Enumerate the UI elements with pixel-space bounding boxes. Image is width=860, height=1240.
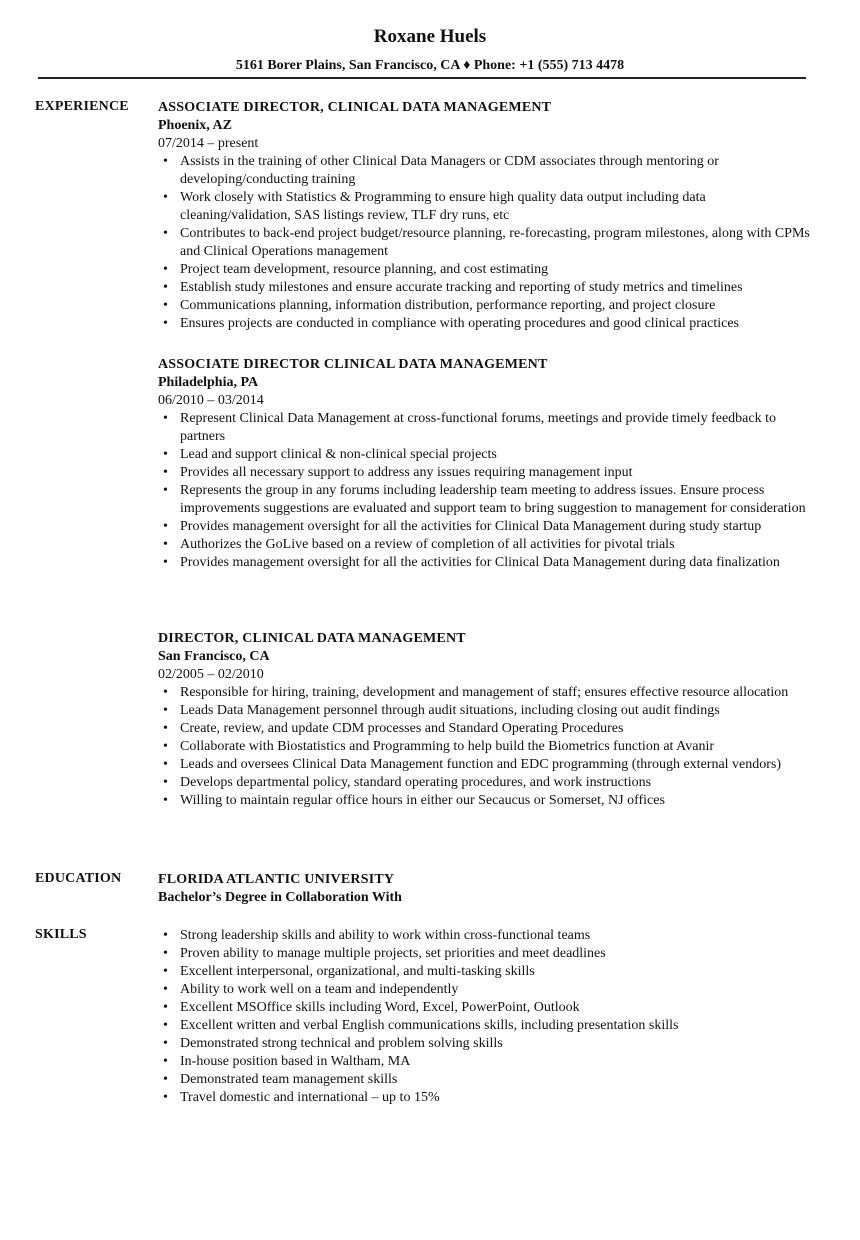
list-item: • Ensures projects are conducted in compliance with operating procedures and good clinical practices (158, 315, 818, 333)
education-entry (158, 871, 818, 907)
skills-list (158, 927, 818, 1107)
skills-entry (158, 927, 818, 1107)
list-item: • Travel domestic and international – up to 15% (158, 1089, 818, 1107)
list-item: • Represent Clinical Data Management at cross-functional forums, meetings and provide timely feedback to partners (158, 410, 818, 446)
job-title: ASSOCIATE DIRECTOR CLINICAL DATA MANAGEMENT (158, 357, 548, 372)
list-item: • Authorizes the GoLive based on a review of completion of all activities for pivotal trials (158, 536, 818, 554)
job-entry (158, 356, 818, 572)
list-item: • Develops departmental policy, standard operating procedures, and work instructions (158, 774, 818, 792)
list-item: • Ability to work well on a team and independently (158, 981, 818, 999)
school-name: FLORIDA ATLANTIC UNIVERSITY (158, 872, 395, 887)
job-dates: 07/2014 – present (158, 136, 259, 151)
list-item: • Demonstrated strong technical and problem solving skills (158, 1035, 818, 1053)
section-label-education: EDUCATION (35, 871, 122, 886)
job-location: San Francisco, CA (158, 649, 270, 664)
list-item: • Leads Data Management personnel through audit situations, including closing out audit findings (158, 702, 818, 720)
list-item: • Excellent written and verbal English communications skills, including presentation skills (158, 1017, 818, 1035)
header-divider (38, 77, 806, 79)
job-location: Philadelphia, PA (158, 375, 259, 390)
list-item: • Demonstrated team management skills (158, 1071, 818, 1089)
list-item: • Proven ability to manage multiple projects, set priorities and meet deadlines (158, 945, 818, 963)
candidate-name: Roxane Huels (373, 26, 487, 47)
list-item: • Provides all necessary support to address any issues requiring management input (158, 464, 818, 482)
list-item: • Responsible for hiring, training, development and management of staff; ensures effective resource allocation (158, 684, 818, 702)
list-item: • Leads and oversees Clinical Data Management function and EDC programming (through external vendors) (158, 756, 818, 774)
list-item: • Establish study milestones and ensure accurate tracking and reporting of study metrics and timelines (158, 279, 818, 297)
job-location: Phoenix, AZ (158, 118, 232, 133)
list-item: • Excellent interpersonal, organizational, and multi-tasking skills (158, 963, 818, 981)
list-item: • Willing to maintain regular office hours in either our Secaucus or Somerset, NJ offices (158, 792, 818, 810)
job-title: ASSOCIATE DIRECTOR, CLINICAL DATA MANAGEMENT (158, 100, 552, 115)
list-item: • Provides management oversight for all the activities for Clinical Data Management during study startup (158, 518, 818, 536)
job-entry (158, 99, 818, 333)
job-dates: 06/2010 – 03/2014 (158, 393, 264, 408)
section-label-experience: EXPERIENCE (35, 99, 129, 114)
list-item: • Project team development, resource planning, and cost estimating (158, 261, 818, 279)
job-dates: 02/2005 – 02/2010 (158, 667, 264, 682)
list-item: • Excellent MSOffice skills including Word, Excel, PowerPoint, Outlook (158, 999, 818, 1017)
section-label-skills: SKILLS (35, 927, 87, 942)
contact-line: 5161 Borer Plains, San Francisco, CA ♦ Phone: +1 (555) 713 4478 (235, 58, 625, 73)
list-item: • Provides management oversight for all the activities for Clinical Data Management during data finalization (158, 554, 818, 572)
list-item: • Strong leadership skills and ability to work within cross-functional teams (158, 927, 818, 945)
list-item: • Work closely with Statistics & Programming to ensure high quality data output including data cleaning/validation, SAS listings review, TLF dry runs, etc (158, 189, 818, 225)
job-bullets (158, 410, 818, 572)
job-title: DIRECTOR, CLINICAL DATA MANAGEMENT (158, 631, 466, 646)
job-entry (158, 630, 818, 810)
list-item: • Assists in the training of other Clinical Data Managers or CDM associates through mentoring or developing/conducting training (158, 153, 818, 189)
list-item: • In-house position based in Waltham, MA (158, 1053, 818, 1071)
degree: Bachelor’s Degree in Collaboration With (158, 890, 402, 905)
list-item: • Collaborate with Biostatistics and Programming to help build the Biometrics function at Avanir (158, 738, 818, 756)
job-bullets (158, 153, 818, 333)
list-item: • Contributes to back-end project budget/resource planning, re-forecasting, program milestones, along with CPMs and Clinical Operations management (158, 225, 818, 261)
list-item: • Communications planning, information distribution, performance reporting, and project closure (158, 297, 818, 315)
job-bullets (158, 684, 818, 810)
list-item: • Create, review, and update CDM processes and Standard Operating Procedures (158, 720, 818, 738)
list-item: • Lead and support clinical & non-clinical special projects (158, 446, 818, 464)
list-item: • Represents the group in any forums including leadership team meeting to address issues. Ensure process improvements suggestions are evaluated and support team to bring suggestion to management for consideration (158, 482, 818, 518)
